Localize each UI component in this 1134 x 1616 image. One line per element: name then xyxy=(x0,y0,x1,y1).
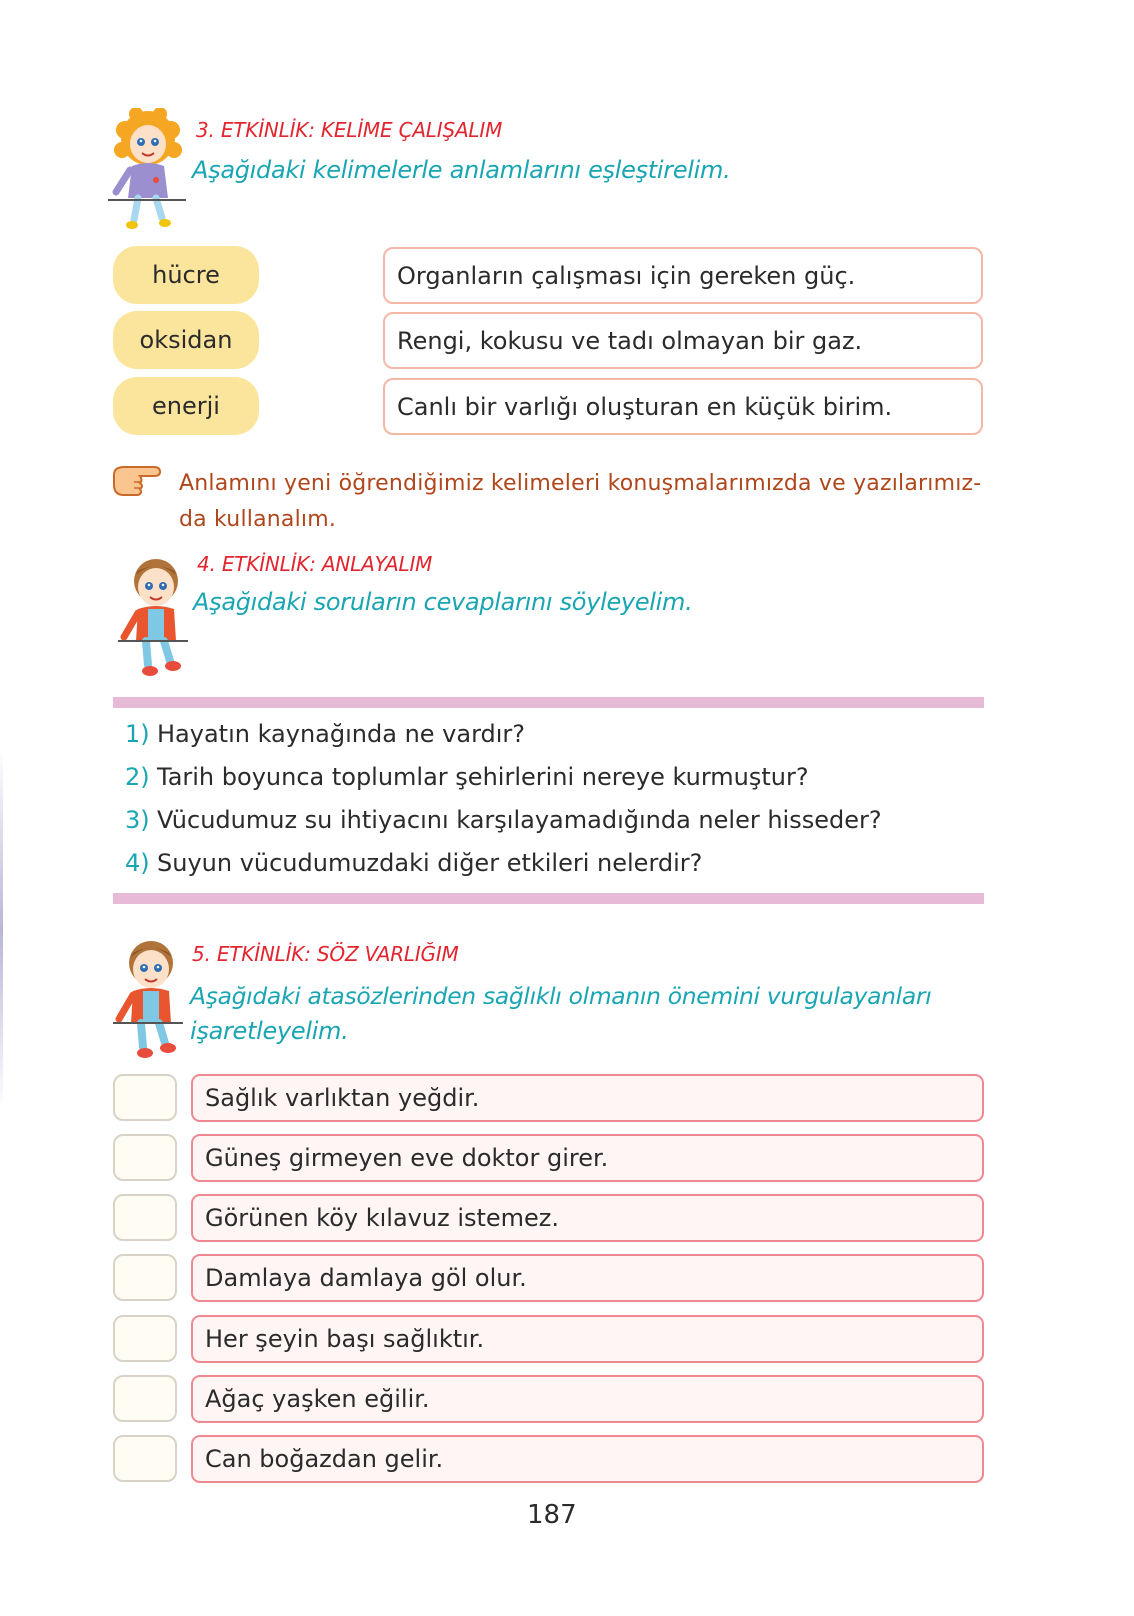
word-pill-2[interactable]: oksidan xyxy=(113,311,259,369)
proverb-checkbox-3[interactable] xyxy=(113,1194,177,1241)
proverb-checkbox-7[interactable] xyxy=(113,1435,177,1482)
question-4-text: Suyun vücudumuzdaki diğer etkileri nelerdir? xyxy=(157,849,703,877)
proverb-6: Ağaç yaşken eğilir. xyxy=(191,1375,984,1423)
proverb-checkbox-2[interactable] xyxy=(113,1134,177,1181)
activity5-instruction-line1: Aşağıdaki atasözlerinden sağlıklı olmanın önemini vurgulayanları xyxy=(190,982,932,1010)
proverb-1: Sağlık varlıktan yeğdir. xyxy=(191,1074,984,1122)
question-1-number: 1) xyxy=(125,720,150,748)
proverb-4: Damlaya damlaya göl olur. xyxy=(191,1254,984,1302)
proverb-checkbox-4[interactable] xyxy=(113,1254,177,1301)
question-4 xyxy=(125,849,702,877)
activity4-title: 4. ETKİNLİK: ANLAYALIM xyxy=(197,552,433,576)
question-3-number: 3) xyxy=(125,806,150,834)
word-pill-3[interactable]: enerji xyxy=(113,377,259,435)
pointing-hand-icon xyxy=(110,461,164,501)
activity3-title: 3. ETKİNLİK: KELİME ÇALIŞALIM xyxy=(196,118,503,142)
page-number: 187 xyxy=(527,1500,577,1530)
proverb-checkbox-6[interactable] xyxy=(113,1375,177,1422)
question-2-number: 2) xyxy=(125,763,150,791)
proverb-2: Güneş girmeyen eve doktor girer. xyxy=(191,1134,984,1182)
question-4-number: 4) xyxy=(125,849,150,877)
girl-character-icon xyxy=(108,108,190,236)
boy-character-icon xyxy=(118,553,198,683)
activity4-instruction: Aşağıdaki soruların cevaplarını söyleyelim. xyxy=(193,588,693,616)
tip-line-1: Anlamını yeni öğrendiğimiz kelimeleri konuşmalarımızda ve yazılarımız- xyxy=(179,471,982,496)
page-edge-shadow xyxy=(0,750,3,1110)
divider-top xyxy=(113,697,984,708)
activity5-instruction-line2: işaretleyelim. xyxy=(190,1017,349,1045)
divider-bottom xyxy=(113,893,984,904)
proverb-checkbox-5[interactable] xyxy=(113,1315,177,1362)
proverb-7: Can boğazdan gelir. xyxy=(191,1435,984,1483)
question-2 xyxy=(125,763,809,791)
activity3-instruction: Aşağıdaki kelimelerle anlamlarını eşleştirelim. xyxy=(192,156,731,184)
meaning-box-1[interactable]: Organların çalışması için gereken güç. xyxy=(383,247,983,304)
question-3-text: Vücudumuz su ihtiyacını karşılayamadığında neler hisseder? xyxy=(157,806,882,834)
question-1-text: Hayatın kaynağında ne vardır? xyxy=(157,720,526,748)
proverb-5: Her şeyin başı sağlıktır. xyxy=(191,1315,984,1363)
activity5-title: 5. ETKİNLİK: SÖZ VARLIĞIM xyxy=(192,942,459,966)
question-1 xyxy=(125,720,525,748)
proverb-checkbox-1[interactable] xyxy=(113,1074,177,1121)
proverb-3: Görünen köy kılavuz istemez. xyxy=(191,1194,984,1242)
word-pill-1[interactable]: hücre xyxy=(113,246,259,304)
meaning-box-2[interactable]: Rengi, kokusu ve tadı olmayan bir gaz. xyxy=(383,312,983,369)
tip-line-2: da kullanalım. xyxy=(179,507,337,532)
question-3 xyxy=(125,806,882,834)
question-2-text: Tarih boyunca toplumlar şehirlerini nereye kurmuştur? xyxy=(157,763,809,791)
meaning-box-3[interactable]: Canlı bir varlığı oluşturan en küçük birim. xyxy=(383,378,983,435)
boy-character-icon-2 xyxy=(113,935,193,1065)
